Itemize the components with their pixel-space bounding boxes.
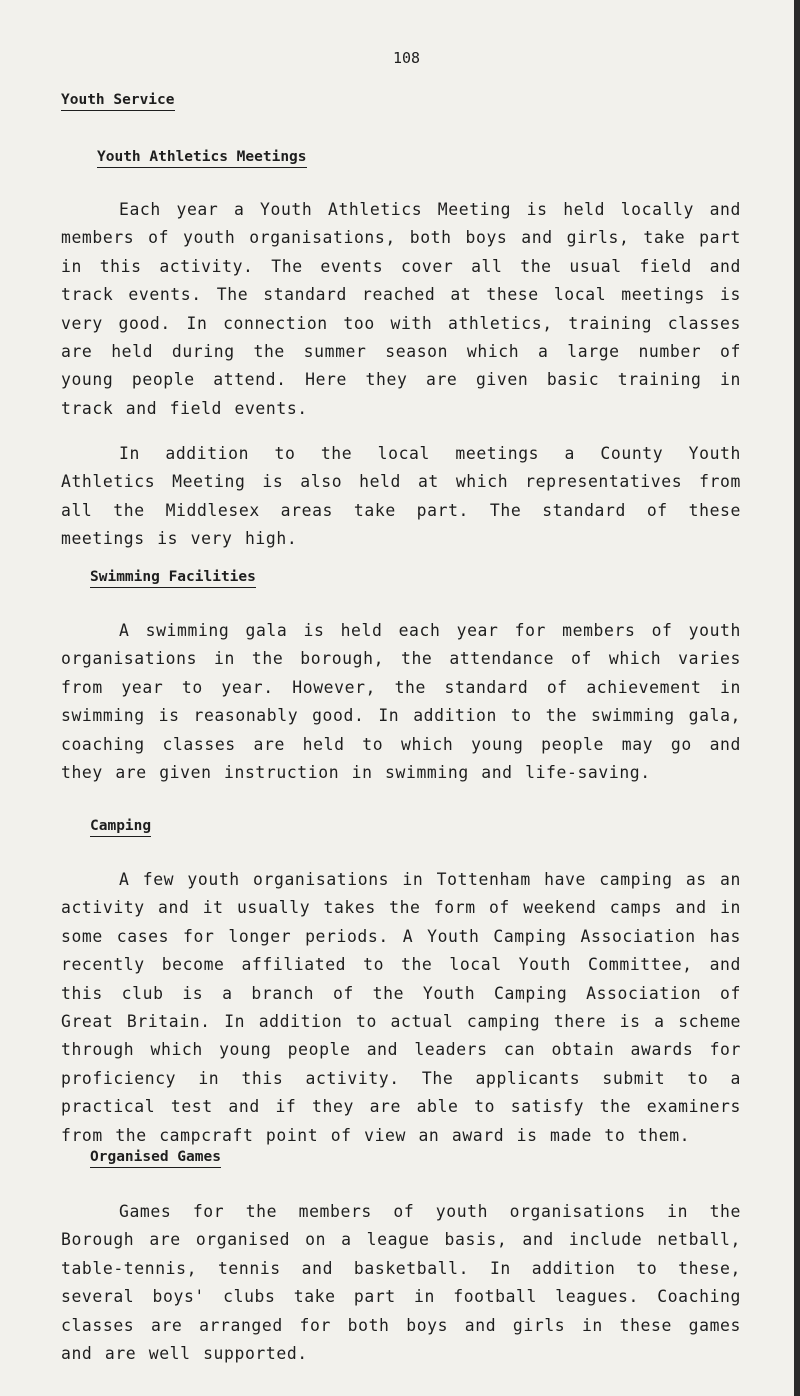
paragraph-games-1 <box>61 1198 741 1368</box>
paragraph-camping-1 <box>61 866 741 1150</box>
paragraph-athletics-2 <box>61 440 741 554</box>
paragraph-swimming-1 <box>61 617 741 787</box>
subheading-swimming-facilities: Swimming Facilities <box>90 569 256 588</box>
subheading-camping: Camping <box>90 818 151 837</box>
paragraph-games-1-text: Games for the members of youth organisations in the Borough are organised on a league basis, and include netball, table-tennis, tennis and basketball. In addition to these, several boys' clubs take part in football leagues. Coaching classes are arranged for both boys and girls in these games and are well supported. <box>61 1202 741 1364</box>
subheading-organised-games: Organised Games <box>90 1149 221 1168</box>
paragraph-camping-1-text: A few youth organisations in Tottenham have camping as an activity and it usually takes the form of weekend camps and in some cases for longer periods. A Youth Camping Association has recently become affiliated to the local Youth Committee, and this club is a branch of the Youth Camping Association of Great Britain. In addition to actual camping there is a scheme through which young people and leaders can obtain awards for proficiency in this activity. The applicants submit to a practical test and if they are able to satisfy the examiners from the campcraft point of view an award is made to them. <box>61 870 741 1145</box>
paragraph-athletics-1-text: Each year a Youth Athletics Meeting is held locally and members of youth organisations, both boys and girls, take part in this activity. The events cover all the usual field and track events. The standard reached at these local meetings is very good. In connection too with athletics, training classes are held during the summer season which a large number of young people attend. Here they are given basic training in track and field events. <box>61 200 741 418</box>
paragraph-athletics-2-text: In addition to the local meetings a County Youth Athletics Meeting is also held at which representatives from all the Middlesex areas take part. The standard of these meetings is very high. <box>61 444 741 549</box>
paragraph-athletics-1 <box>61 196 741 423</box>
page-right-edge <box>794 0 800 1396</box>
page-number: 108 <box>393 49 421 67</box>
section-heading-youth-service: Youth Service <box>61 92 175 111</box>
subheading-youth-athletics-meetings: Youth Athletics Meetings <box>97 149 307 168</box>
paragraph-swimming-1-text: A swimming gala is held each year for members of youth organisations in the borough, the attendance of which varies from year to year. However, the standard of achievement in swimming is reasonably good. In addition to the swimming gala, coaching classes are held to which young people may go and they are given instruction in swimming and life-saving. <box>61 621 741 783</box>
